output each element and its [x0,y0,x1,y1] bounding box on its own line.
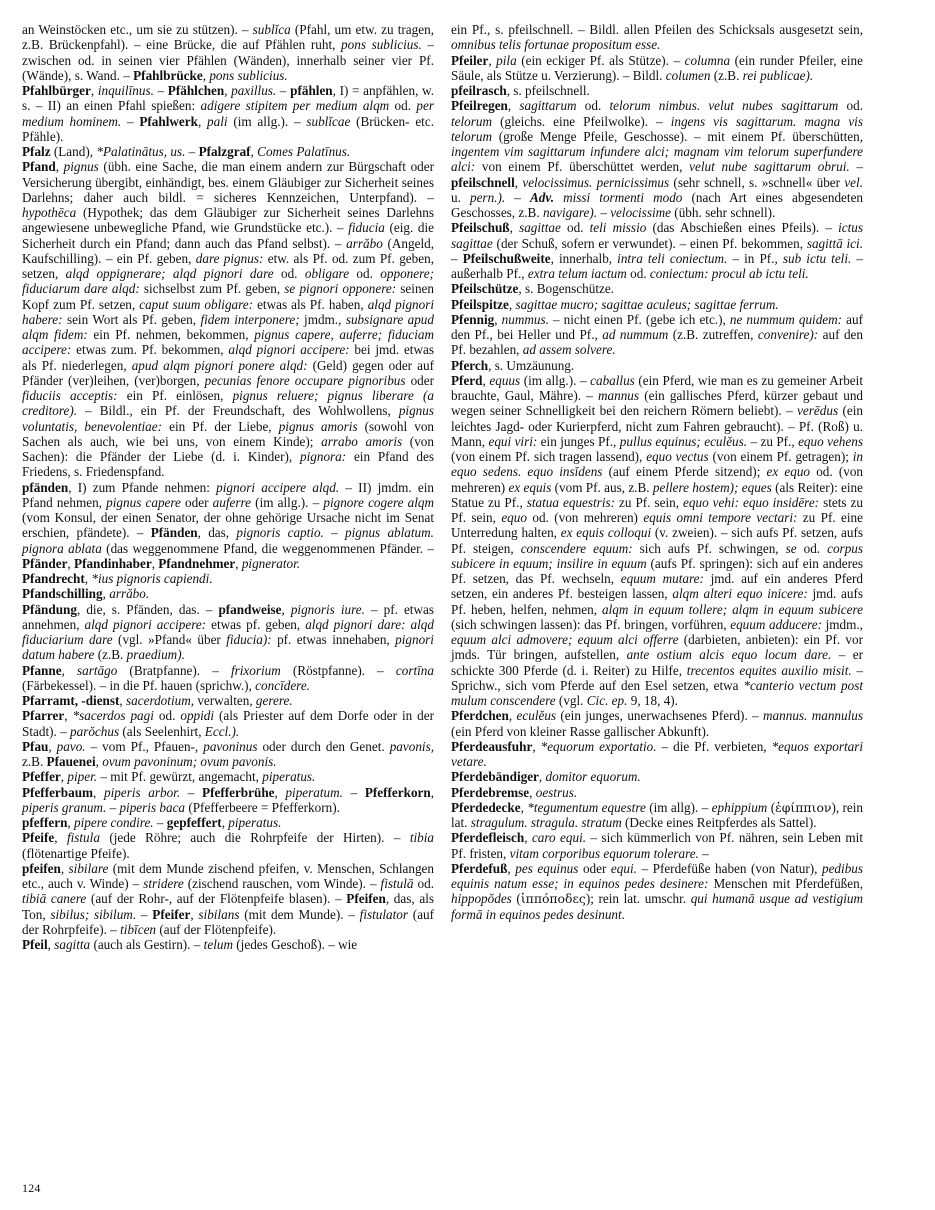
dictionary-entry: Pfeilregen, sagittarum od. telorum nimbus. velut nubes sagittarum od. telorum (gleichs. eine Pfeilwolke). – ingens vis sagittarum. magna vis telorum (große Menge Pfeile, Geschosse). – mit einem Pf. überschütten, ingentem vim sagittarum infundere alci; magnam vim telorum superfundere alci: von einem Pf. überschüttet werden, velut nube sagittarum obrui. – pfeilschnell, velocissimus. pernicissimus (sehr schnell, s. »schnell« über vel. u. pern.). – Adv. missi tormenti modo (nach Art eines abgesendeten Geschosses, z.B. navigare). – velocissime (übh. sehr schnell). [451,98,864,220]
dictionary-entry: pfeifen, sibilare (mit dem Munde zischend pfeifen, v. Menschen, Schlangen etc., auch v. Winde) – stridere (zischend rauschen, vom Winde). – fistulā od. tibiā canere (auf der Rohr-, auf der Flötenpfeife blasen). – Pfeifen, das, als Ton, sibilus; sibilum. – Pfeifer, sibilans (mit dem Munde). – fistulator (auf der Rohrpfeife). – tibīcen (auf der Flötenpfeife). [22,860,435,937]
text-columns [22,22,913,952]
dictionary-entry: Pfändung, die, s. Pfänden, das. – pfandweise, pignoris iure. – pf. etwas annehmen, alqd pignori accipere: etwas pf. geben, alqd pignori dare: alqd fiduciarium dare (vgl. »Pfand« über fiducia): pf. etwas innehaben, pignori datum habere (z.B. praedium). [22,601,434,663]
right-text-column [451,22,863,922]
left-text-column [22,22,434,952]
dictionary-entry: Pfeiler, pila (ein eckiger Pf. als Stütze). – columna (ein runder Pfeiler, eine Säule, als Stütze u. Verzierung). – Bildl. columen (z.B. rei publicae). [451,52,863,83]
dictionary-entry: Pferdchen, eculĕus (ein junges, unerwachsenes Pferd). – mannus. mannulus (ein Pferd von kleiner Rasse gallischer Abkunft). [451,708,863,739]
dictionary-entry: Pfeil, sagitta (auch als Gestirn). – telum (jedes Geschoß). – wie [22,937,358,952]
dictionary-entry: Pfahlbürger, inquilīnus. – Pfählchen, paxillus. – pfählen, I) = anpfählen, w. s. – II) an einen Pfahl spießen: adigere stipitem per medium alqm od. per medium hominem. – Pfahlwerk, pali (im allg.). – sublĭcae (Brücken- etc. Pfähle). [22,83,435,144]
dictionary-entry: Pfennig, nummus. – nicht einen Pf. (gebe ich etc.), ne nummum quidem: auf den Pf., bei Heller und Pf., ad nummum (z.B. zutreffen, convenire): auf den Pf. bezahlen, ad assem solvere. [451,311,864,358]
dictionary-entry: Pfand, pignus (übh. eine Sache, die man einem andern zur Bürgschaft oder Versicherung übergibt, einhändigt, bes. einem Gläubiger zur Sicherheit seines Darlehns; daher auch bildl. = sicheres Kennzeichen, Unterpfand). – hypothēca (Hypothek; das dem Gläubiger zur Sicherheit seines Darlehns angewiesene unbewegliche Pfand, wie Grundstücke etc.). – fiducia (eig. die Sicherheit durch ein Pfand; dann auch das Pfand selbst). – arrăbo (Angeld, Kaufschilling). – ein Pf. geben, dare pignus: etw. als Pf. od. zum Pf. geben, setzen, alqd oppignerare; alqd pignori dare od. obligare od. opponere; fiduciarum dare alqd: sichselbst zum Pf. geben, se pignori opponere: seinen Kopf zum Pf. setzen, caput suum obligare: etwas als Pf. haben, alqd pignori habere: sein Wort als Pf. geben, fidem interponere; jmdm., subsignare apud alqm fidem: ein Pf. nehmen, bekommen, pignus capere, auferre; fiduciam accipere: etwas zum. Pf. bekommen, alqd pignori accipere: bei jmd. etwas als Pf. niederlegen, apud alqm pignori ponere alqd: (Geld) gegen oder auf Pfänder (ver)leihen, (ver)borgen, pecunias fenore occupare pignoribus oder fiduciis acceptis: ein Pf. einlösen, pignus reluere; pignus liberare (a creditore). – Bildl., ein Pf. der Freundschaft, des Wohlwollens, pignus voluntatis, benevolentiae: ein Pf. der Liebe, pignus amoris (sowohl von Sachen als auch, wie bei uns, von einem Kinde); arrabo amoris (von Sachen): die Pfänder der Liebe (d. i. Kinder), pignora: ein Pfand des Friedens, s. Friedenspfand. [22,159,435,480]
dictionary-entry: Pfanne, sartāgo (Bratpfanne). – frixorium (Röstpfanne). – cortīna (Färbekessel). – in die Pf. hauen (sprichw.), concīdere. [22,662,434,693]
dictionary-entry: Pfau, pavo. – vom Pf., Pfauen-, pavoninus oder durch den Genet. pavonis, z.B. Pfauenei, ovum pavoninum; ovum pavonis. [22,738,435,769]
dictionary-entry: pfeffern, pipere condire. – gepfeffert, piperatus. [22,815,282,830]
dictionary-entry: Pfeilschuß, sagittae od. teli missio (das Abschießen eines Pfeils). – ictus sagittae (der Schuß, sofern er verwundet). – einen Pf. bekommen, sagittā ici. – Pfeilschußweite, innerhalb, intra teli coniectum. – in Pf., sub ictu teli. – außerhalb Pf., extra telum iactum od. coniectum: procul ab ictu teli. [451,220,864,281]
dictionary-entry: Pfarrer, *sacerdos pagi od. oppidi (als Priester auf dem Dorfe oder in der Stadt). – parŏchus (als Seelenhirt, Eccl.). [22,708,435,739]
dictionary-entry: Pfeffer, piper. – mit Pf. gewürzt, angemacht, piperatus. [22,769,316,785]
entry-continuation: ein Pf., s. pfeilschnell. – Bildl. allen Pfeilen des Schicksals ausgesetzt sein, omnibus telis fortunae propositum esse. [451,22,863,53]
entry-continuation: an Weinstöcken etc., um sie zu stützen). – sublĭca (Pfahl, um etw. zu tragen, z.B. Brückenpfahl). – eine Brücke, die auf Pfählen ruht, pons sublicius. – zwischen od. in seinen vier Pfählen (Wänden), innerhalb seiner vier Pf. (Wände), s. Wand. – Pfahlbrücke, pons sublicius. [22,22,434,83]
dictionary-entry: Pferdefleisch, caro equi. – sich kümmerlich von Pf. nähren, sein Leben mit Pf. fristen, vitam corporibus equorum tolerare. – [451,830,863,861]
dictionary-entry: Pferch, s. Umzäunung. [451,357,575,373]
dictionary-entry: Pfeife, fistula (jede Röhre; auch die Rohrpfeife der Hirten). – tibia (flötenartige Pfeife). [22,830,435,861]
dictionary-entry: Pferdedecke, *tegumentum equestre (im allg). – ephippium (ἐφίππιον), rein lat. stragulum. stragula. stratum (Decke eines Reitpferdes als Sattel). [451,799,863,830]
dictionary-entry: Pfeilspitze, sagittae mucro; sagittae aculeus; sagittae ferrum. [451,296,779,312]
dictionary-entry: Pferdeausfuhr, *equorum exportatio. – die Pf. verbieten, *equos exportari vetare. [451,738,863,769]
dictionary-entry: Pferdebremse, oestrus. [451,784,578,800]
dictionary-entry: Pfarramt, -dienst, sacerdotium, verwalten, gerere. [22,693,293,708]
dictionary-entry: Pfalz (Land), *Palatinātus, us. – Pfalzgraf, Comes Palatīnus. [22,144,351,159]
dictionary-entry: Pferdebändiger, domitor equorum. [451,769,641,785]
dictionary-entry: Pfandschilling, arrăbo. [22,586,150,602]
dictionary-entry: pfeilrasch, s. pfeilschnell. [451,83,590,98]
page-number: 124 [22,1181,41,1195]
dictionary-entry: Pfandrecht, *ius pignoris capiendi. [22,571,213,586]
dictionary-entry: Pferd, equus (im allg.). – caballus (ein Pferd, wie man es zu gemeiner Arbeit brauchte, Gaul, Mähre). – mannus (ein gallisches Pferd, kürzer gebaut und wegen seiner Schnelligkeit bei den reichern Römern beliebt). – verēdus (ein leichtes Jagd- oder Kurierpferd, nicht zum Fahren gebraucht). – Pf. (Roß) u. Mann, equi viri: ein junges Pf., pullus equinus; eculĕus. – zu Pf., equo vehens (von einem Pf. sich tragen lassend), equo vectus (von einem Pf. getragen); in equo sedens. equo insĭdens (auf einem Pferde sitzend); ex equo od. (von mehreren) ex equis (vom Pf. aus, z.B. pellere hostem); eques (als Reiter): eine Statue zu Pf., statua equestris: zu Pf. sein, equo vehi: equo insidēre: stets zu Pf. sein, equo od. (von mehreren) equis omni tempore vectari: zu Pf. eine Unterredung halten, ex equis colloqui (v. zweien). – sich aufs Pf. setzen, aufs Pf. steigen, conscendere equum: sich aufs Pf. schwingen, se od. corpus subicere in equum; insilire in equum (aufs Pf. springen): sich auf ein anderes Pf. setzen, das Pf. wechseln, equum mutare: jmd. auf ein anderes Pferd setzen, ein anderes Pf. besteigen lassen, alqm alteri equo inicere: jmd. aufs Pf. heben, helfen, nehmen, alqm in equum tollere; alqm in equum subicere (sich schwingen lassen): das Pf. bringen, vorführen, equum adducere: jmdm., equum alci admovere; equum alci offerre (darbieten, anbieten): ein Pf. vor jmds. Tür bringen, aufstellen, ante ostium alcis equo locum dare. – er schickte 300 Pferde (d. i. Reiter) zu Hilfe, trecentos equites auxilio misit. – Sprichw., sich vom Pferde auf den Esel setzen, etwa *canterio vectum post mulum conscendere (vgl. Cic. ep. 9, 18, 4). [451,372,864,708]
dictionary-entry: Pferdefuß, pes equinus oder equi. – Pferdefüße haben (von Natur), pedibus equinis natum esse; in equinos pedes desinere: Menschen mit Pferdefüßen, hippopŏdes (ἱππόποδες); rein lat. umschr. qui humanā usque ad vestigium formā in equinos pedes desinunt. [451,860,864,922]
dictionary-entry: Pfeilschütze, s. Bogenschütze. [451,281,614,297]
dictionary-entry: pfänden, I) zum Pfande nehmen: pignori accipere alqd. – II) jmdm. ein Pfand nehmen, pignus capere oder auferre (im allg.). – pignore cogere alqm (vom Konsul, der einen Senator, der ohne gehörige Ursache nicht im Senat erschien, pfändete). – Pfänden, das, pignoris captio. – pignus ablatum. pignora ablata (das weggenommene Pfand, die weggenommenen Pfänder. – Pfänder, Pfandinhaber, Pfandnehmer, pignerator. [22,479,435,571]
dictionary-entry: Pfefferbaum, piperis arbor. – Pfefferbrühe, piperatum. – Pfefferkorn, piperis granum. – piperis baca (Pfefferbeere = Pfefferkorn). [22,784,435,815]
